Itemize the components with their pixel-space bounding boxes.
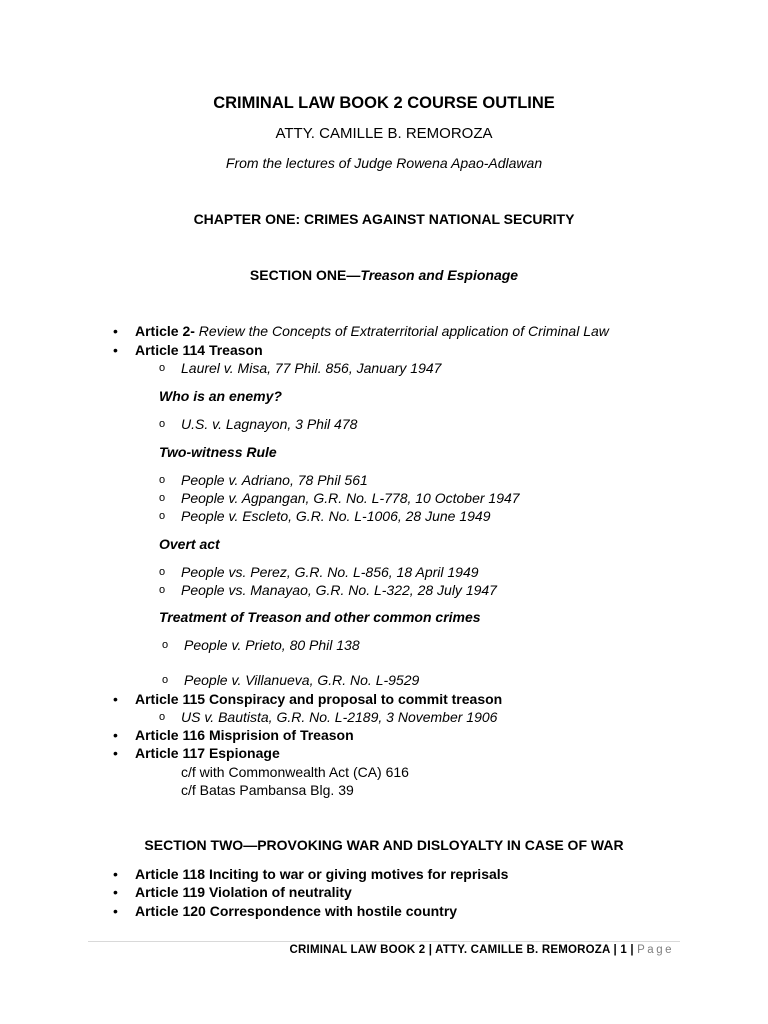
case-name: U.S. v. Lagnayon, 3 Phil 478	[181, 416, 358, 432]
case-name: People vs. Perez, G.R. No. L-856, 18 April 1949	[181, 564, 479, 580]
page-number: 1	[620, 944, 627, 956]
case-name: People v. Escleto, G.R. No. L-1006, 28 June 1949	[181, 508, 491, 524]
article-label: Article 118 Inciting to war or giving motives for reprisals	[135, 866, 509, 882]
footer-text: CRIMINAL LAW BOOK 2 | ATTY. CAMILLE B. REMOROZA |	[289, 944, 621, 956]
case-name: People v. Prieto, 80 Phil 138	[184, 637, 360, 653]
case-name: US v. Bautista, G.R. No. L-2189, 3 November 1906	[181, 709, 498, 725]
article-description: Review the Concepts of Extraterritorial application of Criminal Law	[194, 323, 609, 339]
case-name: Laurel v. Misa, 77 Phil. 856, January 1947	[181, 360, 442, 376]
case-name: People v. Adriano, 78 Phil 561	[181, 472, 368, 488]
page-footer	[290, 944, 674, 956]
chapter-heading: CHAPTER ONE: CRIMES AGAINST NATIONAL SECURITY	[193, 211, 575, 227]
article-label: Article 119 Violation of neutrality	[135, 884, 352, 900]
article-label: Article 116 Misprision of Treason	[135, 727, 354, 743]
section-two-heading: SECTION TWO—PROVOKING WAR AND DISLOYALTY IN CASE OF WAR	[144, 837, 624, 853]
subtopic-heading: Who is an enemy?	[159, 388, 282, 404]
author-line: ATTY. CAMILLE B. REMOROZA	[275, 125, 493, 142]
page-label: Page	[637, 944, 674, 956]
document-title: CRIMINAL LAW BOOK 2 COURSE OUTLINE	[213, 94, 555, 112]
case-name: People v. Agpangan, G.R. No. L-778, 10 October 1947	[181, 490, 520, 506]
section-one-title: Treason and Espionage	[360, 267, 519, 283]
article-label: Article 120 Correspondence with hostile country	[135, 903, 458, 919]
subtopic-heading: Overt act	[159, 536, 220, 552]
article-label: Article 117 Espionage	[135, 745, 280, 761]
footer-separator: |	[626, 944, 638, 956]
article-label: Article 2-	[135, 323, 195, 339]
article-label: Article 115 Conspiracy and proposal to commit treason	[135, 691, 503, 707]
article-label: Article 114 Treason	[135, 342, 263, 358]
section-one-lead: SECTION ONE—	[249, 267, 361, 283]
case-name: People vs. Manayao, G.R. No. L-322, 28 July 1947	[181, 582, 497, 598]
subtopic-heading: Two-witness Rule	[159, 444, 277, 460]
section-one-heading	[0, 267, 768, 283]
lecture-credit: From the lectures of Judge Rowena Apao-Adlawan	[225, 155, 543, 171]
subtopic-heading: Treatment of Treason and other common crimes	[159, 609, 481, 625]
cross-reference: c/f Batas Pambansa Blg. 39	[181, 782, 354, 798]
case-name: People v. Villanueva, G.R. No. L-9529	[184, 672, 420, 688]
footer-divider	[88, 941, 680, 942]
cross-reference: c/f with Commonwealth Act (CA) 616	[181, 764, 409, 780]
